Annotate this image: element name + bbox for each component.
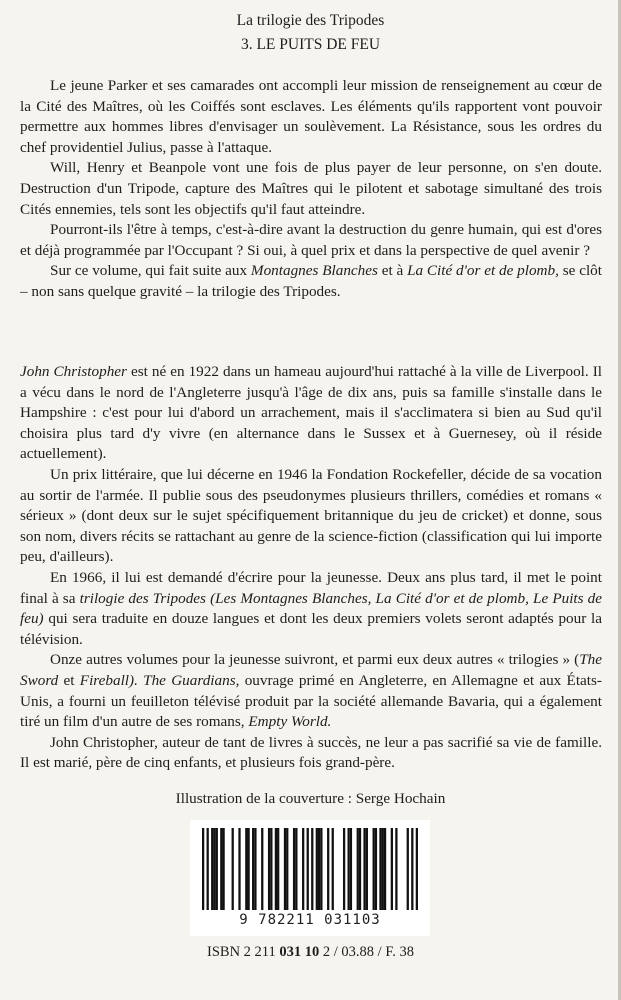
barcode-bars xyxy=(202,828,418,910)
barcode-bar xyxy=(379,828,381,910)
barcode-bar xyxy=(375,828,377,910)
barcode-bar xyxy=(391,828,393,910)
barcode-bar xyxy=(261,828,263,910)
barcode-bar xyxy=(373,828,375,910)
barcode-bar xyxy=(220,828,222,910)
barcode-bar xyxy=(363,828,365,910)
isbn-line xyxy=(0,944,621,961)
title-empty-world: Empty World. xyxy=(248,713,332,731)
title-the-sword: The Sword xyxy=(20,651,602,689)
barcode-bar xyxy=(384,828,386,910)
barcode-bar xyxy=(359,828,361,910)
text-run: ouvrage primé en Angleterre, en Allemagne et aux États-Unis, a fourni un feuilleton télévisé produit par la société allemande Bavaria, qui a également tiré un film d'un autre de ses romans, xyxy=(20,671,602,731)
text-run: qui sera traduite en douze langues et dont les deux premiers volets seront adaptés pour la télévision. xyxy=(20,610,602,648)
text-run: En 1966, il lui est demandé d'écrire pour la jeunesse. Deux ans plus tard, il met le point final à sa xyxy=(20,568,602,607)
title-cite-or-plomb: La Cité d'or et de plomb, xyxy=(407,262,559,280)
barcode-bar xyxy=(202,828,204,910)
barcode-bar xyxy=(286,828,288,910)
barcode-bar xyxy=(277,828,279,910)
bio-paragraph-2: Un prix littéraire, que lui décerne en 1946 la Fondation Rockefeller, décide de sa vocation au sortir de l'armée. Il publie sous des pseudonymes plusieurs thrillers, comédies et romans « sérieux » (dont deux sur le sujet spécifiquement britannique du jeu de cricket) et donne, sous son nom, divers récits se rattachant au genre de la science-fiction (classification qui lui importe peu, d'ailleurs). xyxy=(20,465,602,566)
barcode-bar xyxy=(245,828,247,910)
title-fireball-guardians: Fireball). The Guardians, xyxy=(79,671,240,689)
barcode-bar xyxy=(270,828,272,910)
barcode-bar xyxy=(357,828,359,910)
barcode-bar xyxy=(343,828,345,910)
isbn-prefix: ISBN 2 211 xyxy=(207,944,280,960)
barcode-bar xyxy=(302,828,304,910)
barcode-bar xyxy=(268,828,270,910)
barcode xyxy=(190,820,430,936)
blurb-paragraph-2: Will, Henry et Beanpole vont une fois de plus payer de leur personne, on s'en doute. Destruction d'un Tripode, capture des Maîtres qui le pilotent et sabotage simultané des trois Cités ennemies, tels sont les objectifs qu'il faut atteindre. xyxy=(20,159,602,218)
barcode-bar xyxy=(307,828,309,910)
barcode-bar xyxy=(232,828,234,910)
barcode-bar xyxy=(252,828,254,910)
barcode-bar xyxy=(350,828,352,910)
author-name: John Christopher xyxy=(20,363,127,380)
barcode-bar xyxy=(293,828,295,910)
barcode-bar xyxy=(211,828,213,910)
text-run: et xyxy=(58,671,80,689)
title-montagnes-blanches: Montagnes Blanches xyxy=(250,262,378,280)
barcode-bar xyxy=(366,828,368,910)
barcode-bar xyxy=(320,828,322,910)
text-run: Sur ce volume, qui fait suite aux xyxy=(50,262,251,280)
blurb-text xyxy=(20,76,602,303)
trilogy-titles: trilogie des Tripodes (Les Montagnes Blanches, La Cité d'or et de plomb, Le Puits de feu) xyxy=(20,589,602,628)
text-run: se clôt – non sans quelque gravité – la trilogie des Tripodes. xyxy=(20,262,602,300)
series-title: La trilogie des Tripodes xyxy=(236,12,385,29)
author-bio xyxy=(20,362,602,774)
barcode-bar xyxy=(295,828,297,910)
barcode-bar xyxy=(411,828,413,910)
barcode-bar xyxy=(316,828,318,910)
barcode-bar xyxy=(327,828,329,910)
barcode-bar xyxy=(207,828,209,910)
barcode-bar xyxy=(238,828,240,910)
barcode-bar xyxy=(222,828,224,910)
barcode-bar xyxy=(382,828,384,910)
barcode-bar xyxy=(395,828,397,910)
barcode-bar xyxy=(254,828,256,910)
barcode-bar xyxy=(284,828,286,910)
blurb-paragraph-4 xyxy=(20,261,602,302)
text-run: est né en 1922 dans un hameau aujourd'hui rattaché à la ville de Liverpool. Il a vécu dans le nord de l'Angleterre jusqu'à l'âge de dix ans, puis sa famille s'installe dans le Hampshire : c'est pour lui d'abord un arrachement, mais il s'acclimatera si bien au Sud qu'il choisira plus tard d'y vivre (en alternance dans le Sussex et à Guernesey, où il réside actuellement). xyxy=(20,363,602,463)
barcode-bar xyxy=(216,828,218,910)
cover-credit: Illustration de la couverture : Serge Hochain xyxy=(175,790,446,807)
bio-paragraph-3 xyxy=(20,568,602,650)
blurb-paragraph-3: Pourront-ils l'être à temps, c'est-à-dire avant la destruction du genre humain, qui est d'ores et déjà programmée par l'Occupant ? Si oui, à quel prix et dans la perspective de quel avenir ? xyxy=(20,221,602,259)
bio-paragraph-4 xyxy=(20,650,602,732)
barcode-bar xyxy=(275,828,277,910)
bio-paragraph-5: John Christopher, auteur de tant de livres à succès, ne leur a pas sacrifié sa vie de famille. Il est marié, père de cinq enfants, et plusieurs fois grand-père. xyxy=(20,733,602,772)
isbn-bold: 031 10 xyxy=(279,944,320,960)
isbn-suffix: 2 / 03.88 / F. 38 xyxy=(319,944,414,960)
barcode-bar xyxy=(247,828,249,910)
text-run: Onze autres volumes pour la jeunesse suivront, et parmi eux deux autres « trilogies » ( xyxy=(50,651,580,669)
barcode-bar xyxy=(348,828,350,910)
barcode-bar xyxy=(318,828,320,910)
barcode-bar xyxy=(416,828,418,910)
barcode-bar xyxy=(407,828,409,910)
barcode-bar xyxy=(311,828,313,910)
text-run: et à xyxy=(377,262,408,280)
barcode-bar xyxy=(332,828,334,910)
barcode-digits: 9 782211 031103 xyxy=(239,912,381,928)
blurb-paragraph-1: Le jeune Parker et ses camarades ont accompli leur mission de renseignement au cœur de la Cité des Maîtres, où les Coiffés sont esclaves. Les éléments qu'ils rapportent vont pouvoir permettre aux hommes libres d'envisager un soulèvement. La Résistance, sous les ordres du chef providentiel Julius, passe à l'attaque. xyxy=(20,77,602,156)
volume-title: 3. LE PUITS DE FEU xyxy=(240,36,381,53)
bio-paragraph-1 xyxy=(20,362,602,465)
barcode-bar xyxy=(213,828,215,910)
